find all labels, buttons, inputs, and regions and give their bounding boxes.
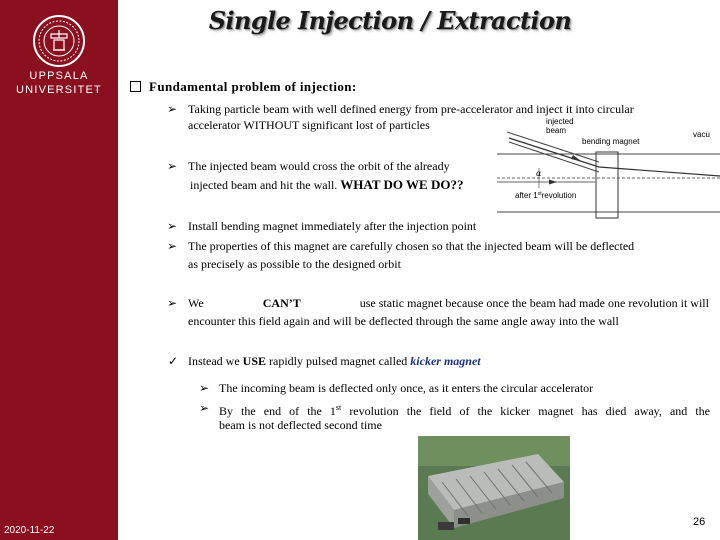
sub-bullet-2-sup: st <box>335 403 342 412</box>
bullet-5-line-2: encounter this field again and will be deflected through the same angle away into the wall <box>188 314 619 328</box>
section-heading-text: Fundamental problem of injection: <box>149 79 357 94</box>
diagram-revolution-label <box>515 191 576 200</box>
diagram-revolution-end: revolution <box>541 191 577 200</box>
bullet-5-line-1-rest: use static magnet because once the beam had made one revolution it will <box>359 296 709 310</box>
bullet-2-line-2 <box>190 176 463 194</box>
bullet-6-line-1 <box>188 352 481 370</box>
sub-bullet-2-text-a: By the end of the 1 <box>219 404 336 418</box>
section-heading <box>130 79 357 95</box>
sub-bullet-1-line-1: The incoming beam is deflected only once, as it enters the circular accelerator <box>219 381 594 395</box>
diagram-revolution-after: after 1 <box>515 191 538 200</box>
arrow-bullet-icon: ➢ <box>167 239 178 253</box>
square-bullet-icon <box>130 81 141 92</box>
slide-title: Single Injection / Extraction <box>208 6 572 35</box>
page-number: 26 <box>693 516 706 528</box>
bullet-6-text-a: Instead we <box>188 354 240 368</box>
university-sidebar <box>0 0 118 540</box>
bullet-6-use: USE <box>242 354 266 368</box>
bullet-1-line-1: Taking particle beam with well defined energy from pre-accelerator and inject it into circular <box>188 102 634 116</box>
kicker-magnet-photo <box>418 436 570 540</box>
bullet-4-line-2: as precisely as possible to the designed orbit <box>188 257 401 271</box>
diagram-alpha-label: α <box>536 169 542 178</box>
bullet-3-line-1: Install bending magnet immediately after the injection point <box>188 219 477 233</box>
injection-diagram <box>497 114 720 222</box>
diagram-bending-magnet-label: bending magnet <box>582 137 640 146</box>
bullet-5-line-1 <box>188 294 709 312</box>
bullet-1-line-2: accelerator WITHOUT significant lost of particles <box>188 118 430 132</box>
arrow-bullet-icon: ➢ <box>199 401 210 415</box>
bullet-5-word-we: We <box>188 296 204 310</box>
bullet-4-line-1: The properties of this magnet are carefully chosen so that the injected beam will be deflected <box>188 239 635 253</box>
bullet-2-line-2-text: injected beam and hit the wall. <box>190 178 338 192</box>
diagram-injected-label-2: beam <box>546 126 567 135</box>
university-seal-logo <box>32 14 86 68</box>
arrow-bullet-icon: ➢ <box>167 102 178 116</box>
arrow-bullet-icon: ➢ <box>167 296 178 310</box>
university-name <box>0 69 118 97</box>
slide-date: 2020-11-22 <box>4 525 55 536</box>
diagram-injected-label-1: injected <box>546 117 574 126</box>
sub-bullet-2-line-2: beam is not deflected second time <box>219 418 382 432</box>
university-name-line2: UNIVERSITET <box>16 84 102 96</box>
diagram-vacuum-label: vacu <box>693 130 710 139</box>
arrow-bullet-icon: ➢ <box>199 381 210 395</box>
bullet-2-line-1: The injected beam would cross the orbit of the already <box>188 159 450 173</box>
bullet-6-text-c: rapidly pulsed magnet called <box>269 354 408 368</box>
arrow-bullet-icon: ➢ <box>167 219 178 233</box>
bullet-2-question: WHAT DO WE DO?? <box>340 177 464 192</box>
kicker-magnet-term: kicker magnet <box>410 354 481 368</box>
diagram-revolution-sup: st <box>537 191 542 197</box>
university-name-line1: UPPSALA <box>29 70 89 82</box>
bullet-5-cant: CAN’T <box>262 296 301 310</box>
sub-bullet-2-text-b: revolution the field of the kicker magnet has died away, and the <box>349 404 710 418</box>
check-bullet-icon: ✓ <box>168 354 179 368</box>
arrow-bullet-icon: ➢ <box>167 159 178 173</box>
